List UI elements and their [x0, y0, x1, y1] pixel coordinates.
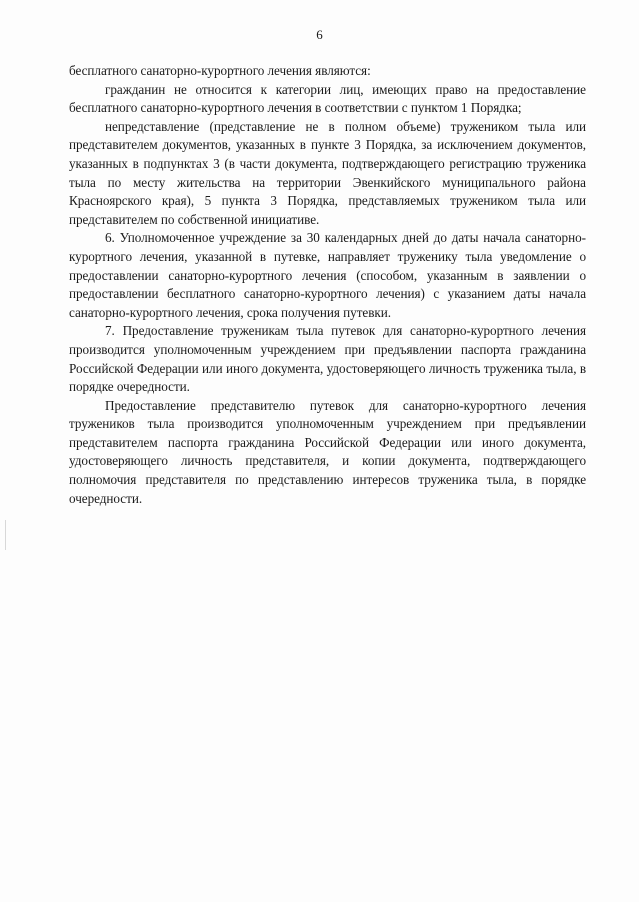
paragraph-item-6: 6. Уполномоченное учреждение за 30 календарных дней до даты начала санаторно-курортного лечения, указанной в путевке, направляет труженику тыла уведомление о предоставлении санаторно-курортного лечения (способом, указанным в заявлении о предоставлении бесплатного санаторно-курортного лечения) с указанием даты начала санаторно-курортного лечения, срока получения путевки. [69, 230, 586, 320]
page-number: 6 [316, 27, 323, 42]
document-body [69, 62, 586, 508]
paragraph-representative: Предоставление представителю путевок для санаторно-курортного лечения тружеников тыла производится уполномоченным учреждением при предъявлении представителем паспорта гражданина Российской Федерации или иного документа, удостоверяющего личность представителя, и копии документа, подтверждающего полномочия представителя по представлению интересов труженика тыла, в порядке очередности. [69, 397, 586, 506]
paragraph-item-7: 7. Предоставление труженикам тыла путевок для санаторно-курортного лечения производится уполномоченным учреждением при предъявлении паспорта гражданина Российской Федерации или иного документа, удостоверяющего личность труженика тыла, в порядке очередности. [69, 323, 586, 395]
scan-artifact [5, 520, 6, 550]
paragraph-continuation: бесплатного санаторно-курортного лечения являются: [69, 63, 371, 78]
paragraph-refusal-ground-2: непредставление (представление не в полном объеме) тружеником тыла или представителем документов, указанных в пункте 3 Порядка, за исключением документов, указанных в подпунктах 3 (в части документа, подтверждающего регистрацию труженика тыла по месту жительства на территории Эвенкийского муниципального района Красноярского края), 5 пункта 3 Порядка, представляемых тружеником тыла или представителем по собственной инициативе. [69, 118, 586, 227]
paragraph-refusal-ground-1: гражданин не относится к категории лиц, имеющих право на предоставление бесплатного санаторно-курортного лечения в соответствии с пунктом 1 Порядка; [69, 81, 586, 116]
